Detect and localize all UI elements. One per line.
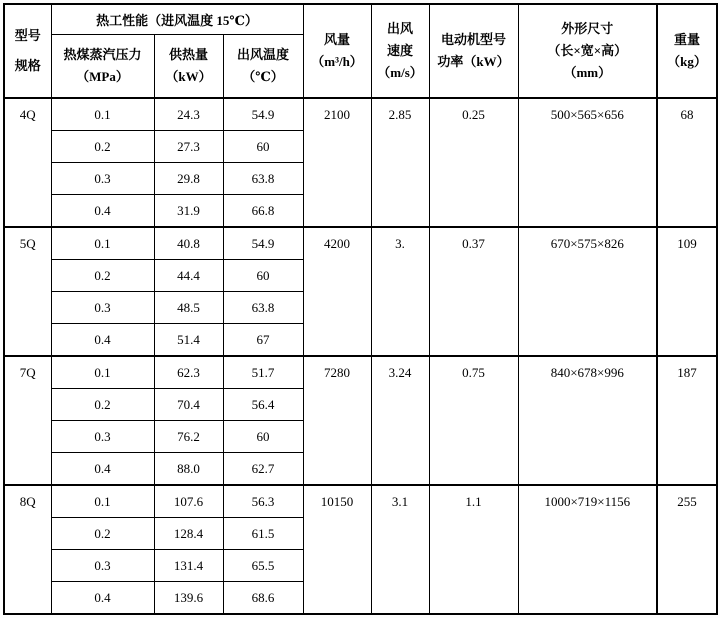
model-value: 4Q	[4, 98, 51, 227]
header-velocity-line3: （m/s）	[377, 65, 423, 80]
heat-value: 128.4	[154, 518, 223, 550]
header-outlet-temp	[223, 34, 303, 98]
header-heat-output	[154, 34, 223, 98]
temp-value: 51.7	[223, 356, 303, 389]
weight-value: 109	[657, 227, 717, 356]
pressure-value: 0.2	[51, 131, 154, 163]
temp-value: 54.9	[223, 227, 303, 260]
table-row	[4, 485, 717, 518]
velocity-value: 3.1	[371, 485, 429, 614]
table-header	[4, 4, 717, 98]
dims-value: 670×575×826	[518, 227, 657, 356]
temp-value: 56.3	[223, 485, 303, 518]
heat-value: 88.0	[154, 453, 223, 486]
temp-value: 63.8	[223, 163, 303, 195]
model-value: 7Q	[4, 356, 51, 485]
temp-value: 54.9	[223, 98, 303, 131]
pressure-value: 0.1	[51, 227, 154, 260]
pressure-value: 0.4	[51, 453, 154, 486]
dims-value: 840×678×996	[518, 356, 657, 485]
power-value: 0.37	[429, 227, 518, 356]
temp-value: 60	[223, 131, 303, 163]
pressure-value: 0.1	[51, 485, 154, 518]
header-dims-line2: （长×宽×高）	[547, 43, 628, 58]
velocity-value: 3.24	[371, 356, 429, 485]
heat-value: 27.3	[154, 131, 223, 163]
pressure-value: 0.2	[51, 389, 154, 421]
heat-value: 51.4	[154, 324, 223, 357]
header-airflow-line1: 风量	[324, 32, 351, 47]
header-motor-line2: 功率（kW）	[437, 54, 510, 69]
temp-value: 60	[223, 260, 303, 292]
header-dims-line1: 外形尺寸	[561, 21, 614, 36]
pressure-value: 0.4	[51, 582, 154, 615]
heat-value: 131.4	[154, 550, 223, 582]
temp-value: 63.8	[223, 292, 303, 324]
pressure-value: 0.3	[51, 292, 154, 324]
header-temp-line1: 出风温度	[237, 46, 290, 62]
header-pressure-line2: （MPa）	[76, 68, 129, 84]
airflow-value: 7280	[303, 356, 371, 485]
pressure-value: 0.2	[51, 518, 154, 550]
table-row	[4, 98, 717, 131]
header-thermal-performance: 热工性能（进风温度 15℃）	[51, 4, 303, 34]
header-heat-line2: （kW）	[165, 68, 212, 84]
table-row	[4, 227, 717, 260]
heat-value: 107.6	[154, 485, 223, 518]
header-velocity-line1: 出风	[387, 21, 414, 36]
airflow-value: 4200	[303, 227, 371, 356]
header-heat-line1: 供热量	[168, 46, 208, 62]
heat-value: 31.9	[154, 195, 223, 228]
header-motor-power	[429, 4, 518, 98]
power-value: 0.75	[429, 356, 518, 485]
temp-value: 56.4	[223, 389, 303, 421]
heat-value: 62.3	[154, 356, 223, 389]
heat-value: 24.3	[154, 98, 223, 131]
temp-value: 67	[223, 324, 303, 357]
pressure-value: 0.1	[51, 98, 154, 131]
header-velocity-line2: 速度	[387, 43, 414, 58]
heat-value: 70.4	[154, 389, 223, 421]
header-steam-pressure	[51, 34, 154, 98]
velocity-value: 2.85	[371, 98, 429, 227]
header-airflow-line2: （m³/h）	[311, 54, 363, 69]
header-dimensions	[518, 4, 657, 98]
header-weight-line1: 重量	[674, 32, 701, 47]
header-weight-line2: （kg）	[667, 54, 707, 69]
spec-table	[3, 3, 718, 615]
temp-value: 66.8	[223, 195, 303, 228]
velocity-value: 3.	[371, 227, 429, 356]
heat-value: 48.5	[154, 292, 223, 324]
header-outlet-velocity	[371, 4, 429, 98]
table-body	[4, 98, 717, 614]
header-pressure-line1: 热煤蒸汽压力	[63, 46, 142, 62]
heat-value: 76.2	[154, 421, 223, 453]
heat-value: 44.4	[154, 260, 223, 292]
heat-value: 40.8	[154, 227, 223, 260]
weight-value: 255	[657, 485, 717, 614]
header-model-line2: 规格	[14, 58, 41, 73]
pressure-value: 0.3	[51, 163, 154, 195]
airflow-value: 2100	[303, 98, 371, 227]
power-value: 0.25	[429, 98, 518, 227]
temp-value: 65.5	[223, 550, 303, 582]
pressure-value: 0.4	[51, 324, 154, 357]
model-value: 8Q	[4, 485, 51, 614]
temp-value: 60	[223, 421, 303, 453]
temp-value: 62.7	[223, 453, 303, 486]
header-airflow	[303, 4, 371, 98]
header-model	[4, 4, 51, 98]
weight-value: 68	[657, 98, 717, 227]
dims-value: 500×565×656	[518, 98, 657, 227]
model-value: 5Q	[4, 227, 51, 356]
header-weight	[657, 4, 717, 98]
pressure-value: 0.4	[51, 195, 154, 228]
pressure-value: 0.3	[51, 550, 154, 582]
heat-value: 29.8	[154, 163, 223, 195]
power-value: 1.1	[429, 485, 518, 614]
pressure-value: 0.1	[51, 356, 154, 389]
header-motor-line1: 电动机型号	[441, 32, 507, 47]
header-model-line1: 型号	[14, 28, 41, 43]
airflow-value: 10150	[303, 485, 371, 614]
temp-value: 61.5	[223, 518, 303, 550]
pressure-value: 0.3	[51, 421, 154, 453]
temp-value: 68.6	[223, 582, 303, 615]
header-temp-line2: （℃）	[242, 68, 284, 84]
table-row	[4, 356, 717, 389]
pressure-value: 0.2	[51, 260, 154, 292]
header-dims-line3: （mm）	[563, 65, 612, 80]
dims-value: 1000×719×1156	[518, 485, 657, 614]
heat-value: 139.6	[154, 582, 223, 615]
weight-value: 187	[657, 356, 717, 485]
